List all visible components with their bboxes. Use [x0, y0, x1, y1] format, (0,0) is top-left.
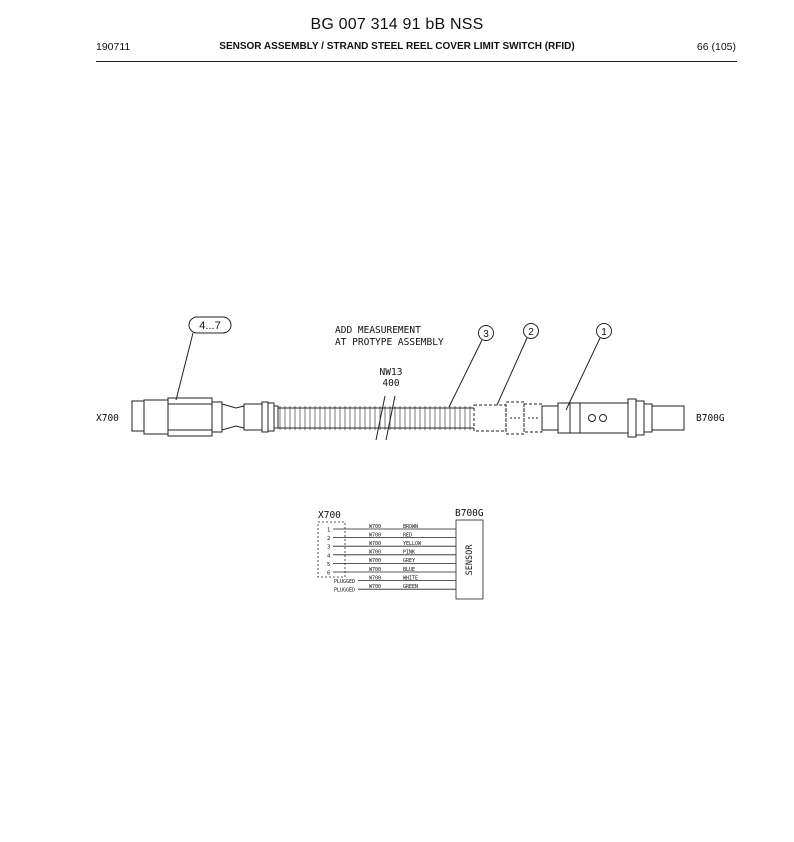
pin-number: 3: [327, 544, 331, 551]
wire-color: WHITE: [403, 575, 419, 582]
wire-id: W700: [369, 541, 382, 547]
wire-row: [334, 575, 456, 585]
wire-row: [327, 550, 456, 560]
wire-color: YELLOW: [403, 541, 422, 547]
schematic-right-label: B700G: [455, 508, 484, 519]
wire-id: W700: [369, 523, 382, 530]
wire-row: [327, 567, 456, 577]
callout-range-label: 4...7: [199, 320, 221, 332]
pin-number: 2: [327, 536, 331, 543]
pin-number: PLUGGED: [334, 579, 356, 586]
wire-row: [334, 584, 456, 594]
date-code: 190711: [96, 41, 131, 53]
sensor-label: SENSOR: [465, 544, 475, 576]
note-line-1: ADD MEASUREMENT: [335, 325, 421, 336]
note-line-2: AT PROTYPE ASSEMBLY: [335, 337, 444, 348]
wire-color: PINK: [403, 549, 416, 556]
wire-color: RED: [403, 532, 413, 539]
document-number: BG 007 314 91 bB NSS: [310, 16, 484, 33]
wire-id: W700: [369, 566, 382, 573]
wire-id: W700: [369, 575, 382, 582]
section-title: SENSOR ASSEMBLY / STRAND STEEL REEL COVER LIMIT SWITCH (RFID): [219, 41, 575, 52]
x700-pin-box: [318, 522, 345, 577]
wire-color: GREEN: [403, 584, 419, 590]
callout-3-label: 3: [483, 329, 489, 340]
callout-1-label: 1: [601, 327, 607, 338]
hose-length: 400: [382, 378, 400, 389]
callout-2-label: 2: [528, 327, 534, 338]
hose-spec: NW13: [379, 367, 403, 378]
pin-number: 5: [327, 561, 331, 568]
page-number: 66 (105): [696, 41, 736, 53]
pin-number: 1: [327, 527, 331, 534]
schematic-left-label: X700: [318, 510, 341, 521]
wire-color: BROWN: [403, 523, 419, 530]
wire-id: W700: [369, 549, 382, 556]
wire-id: W700: [369, 558, 382, 565]
wire-id: W700: [369, 584, 382, 590]
pin-number: 6: [327, 570, 331, 577]
wire-row: [327, 558, 456, 568]
wire-id: W700: [369, 532, 382, 539]
pin-number: 4: [327, 553, 331, 560]
wire-row: [327, 541, 456, 551]
right-connector-label: B700G: [696, 413, 725, 424]
wire-row: [327, 524, 456, 534]
pin-number: PLUGGED: [334, 587, 356, 594]
wire-color: GREY: [403, 558, 416, 565]
wire-row: [327, 532, 456, 542]
wire-color: BLUE: [403, 566, 416, 573]
left-connector-label: X700: [96, 413, 119, 424]
